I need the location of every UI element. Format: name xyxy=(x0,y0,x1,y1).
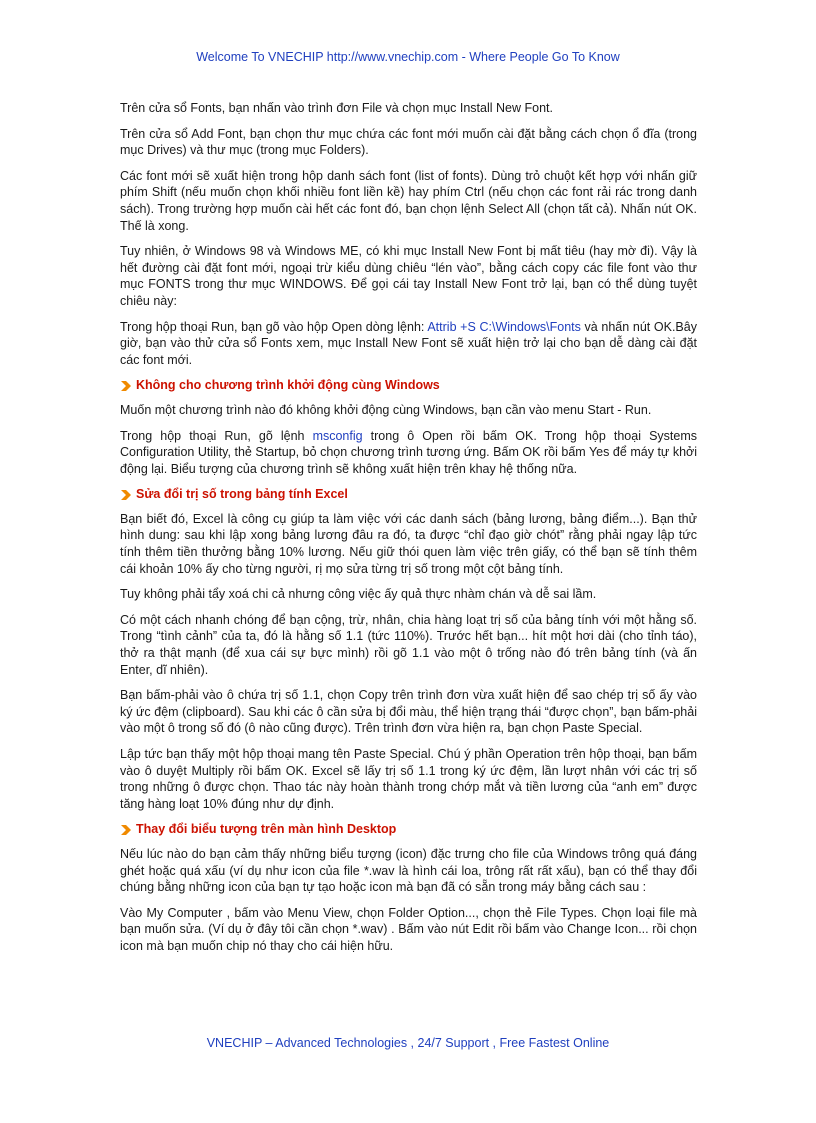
section-heading-text: Thay đổi biểu tượng trên màn hình Desktop xyxy=(136,822,397,837)
section-heading xyxy=(120,486,697,503)
paragraph: Trên cửa sổ Fonts, bạn nhấn vào trình đơn File và chọn mục Install New Font. xyxy=(120,101,553,115)
document-body xyxy=(120,100,697,964)
paragraph: Nếu lúc nào do bạn cảm thấy những biểu tượng (icon) đặc trưng cho file của Windows trông quá đáng ghét hoặc quá xấu (ví dụ như icon của file *.wav là hình cái loa, trông rất rất xấu), bạn có thể thay đổi chúng bằng những icon của bạn tự tạo hoặc icon mà bạn đã có sẵn trong máy bằng cách sau : xyxy=(120,846,697,895)
paragraph: Lập tức bạn thấy một hộp thoại mang tên Paste Special. Chú ý phần Operation trên hộp thoại, bạn bấm vào ô duyệt Multiply rồi bấm OK. Excel sẽ lấy trị số 1.1 trong ký ức đệm, lần lượt nhân với các trị số trong những ô được chọn. Thao tác này hoàn thành trong chớp mắt và tiền lương của “anh em” được tăng hàng loạt 10% đúng như dự định. xyxy=(120,747,697,811)
text-run: và nhấn nút OK.Bây giờ, bạn vào thử cửa sổ Fonts xem, mục Install New Font sẽ xuất hiện trở lại cho bạn dễ dàng cài đặt các font mới. xyxy=(120,319,697,367)
paragraph: Bạn biết đó, Excel là công cụ giúp ta làm việc với các danh sách (bảng lương, bảng điểm...). Bạn thử hình dung: sau khi lập xong bảng lương đâu ra đó, ta được “chỉ đạo giờ chót” rằng phải ngay lập tức tính thêm tiền thưởng bằng 10% lương. Nếu giữ thói quen làm việc trên giấy, có thể bạn sẽ tính thêm cái khoản 10% ấy cho từng người, rị mọ sửa từng trị số trong một cột bảng tính. xyxy=(120,511,697,576)
orange-arrow-icon xyxy=(120,380,132,392)
paragraph xyxy=(120,319,697,369)
paragraph xyxy=(120,428,697,478)
text-run: Trong hộp thoại Run, bạn gõ vào hộp Open dòng lệnh: xyxy=(120,319,428,334)
command-text: Attrib +S C:\Windows\Fonts xyxy=(427,319,581,334)
command-text: msconfig xyxy=(312,428,363,443)
paragraph: Có một cách nhanh chóng để bạn cộng, trừ, nhân, chia hàng loạt trị số của bảng tính với một hằng số. Trong “tình cảnh” của ta, đó là hằng số 1.1 (tức 110%). Trước hết bạn... hít một hơi dài (cho tỉnh táo), thở ra thật mạnh (để xua cái sự bực mình) rồi gõ 1.1 vào một ô trống nào đó trên bảng tính (và ấn Enter, dĩ nhiên). xyxy=(120,612,697,677)
section-heading-text: Không cho chương trình khởi động cùng Windows xyxy=(136,378,440,393)
paragraph: Muốn một chương trình nào đó không khởi động cùng Windows, bạn cần vào menu Start - Run. xyxy=(120,402,652,417)
paragraph: Các font mới sẽ xuất hiện trong hộp danh sách font (list of fonts). Dùng trỏ chuột kết hợp với nhấn giữ phím Shift (nếu muốn chọn khối nhiều font liền kề) hay phím Ctrl (nếu chọn các font rải rác trong danh sách). Trong trường hợp muốn cài hết các font đó, bạn chọn lệnh Select All (chọn tất cả). Nhấn nút OK. Thế là xong. xyxy=(120,168,697,233)
orange-arrow-icon xyxy=(120,824,132,836)
section-heading xyxy=(120,377,697,394)
section-heading xyxy=(120,821,697,838)
orange-arrow-icon xyxy=(120,489,132,501)
page-header: Welcome To VNECHIP http://www.vnechip.com - Where People Go To Know xyxy=(196,50,620,64)
page-footer: VNECHIP – Advanced Technologies , 24/7 Support , Free Fastest Online xyxy=(206,1036,610,1050)
paragraph: Vào My Computer , bấm vào Menu View, chọn Folder Option..., chọn thẻ File Types. Chọn loại file mà bạn muốn sửa. (Ví dụ ở đây tôi cần chọn *.wav) . Bấm vào nút Edit rồi bấm vào Change Icon... rồi chọn icon mà bạn muốn chip nó thay cho cái hiện hữu. xyxy=(120,905,697,953)
text-run: trong ô Open rồi bấm OK. Trong hộp thoại Systems Configuration Utility, thẻ Startup, bỏ chọn chương trình tương ứng. Bấm OK rồi bấm Yes để máy tự khởi động lại. Biểu tượng của chương trình sẽ không xuất hiện trên khay hệ thống nữa. xyxy=(120,428,697,476)
paragraph: Tuy không phải tẩy xoá chi cả nhưng công việc ấy quả thực nhàm chán và dễ sai lầm. xyxy=(120,587,597,602)
text-run: Trong hộp thoại Run, gõ lệnh xyxy=(120,428,313,443)
paragraph: Bạn bấm-phải vào ô chứa trị số 1.1, chọn Copy trên trình đơn vừa xuất hiện để sao chép trị số ấy vào ký ức đệm (clipboard). Sau khi các ô cần sửa bị đổi màu, thể hiện trạng thái “được chọn”, bạn bấm-phải vào một ô trong số đó (ô nào cũng được). Trên trình đơn vừa hiện ra, bạn chọn Paste Special. xyxy=(120,688,697,736)
paragraph: Tuy nhiên, ở Windows 98 và Windows ME, có khi mục Install New Font bị mất tiêu (hay mờ đi). Vậy là hết đường cài đặt font mới, ngoại trừ kiểu dùng chiêu “lén vào”, bằng cách copy các file font vào thư mục FONTS trong thư mục WINDOWS. Để gọi cái tay Install New Font trở lại, bạn có thể dùng tuyệt chiêu này: xyxy=(120,244,697,308)
paragraph: Trên cửa sổ Add Font, bạn chọn thư mục chứa các font mới muốn cài đặt bằng cách chọn ổ đĩa (trong mục Drives) và thư mục (trong mục Folders). xyxy=(120,126,697,158)
section-heading-text: Sửa đổi trị số trong bảng tính Excel xyxy=(136,487,348,502)
